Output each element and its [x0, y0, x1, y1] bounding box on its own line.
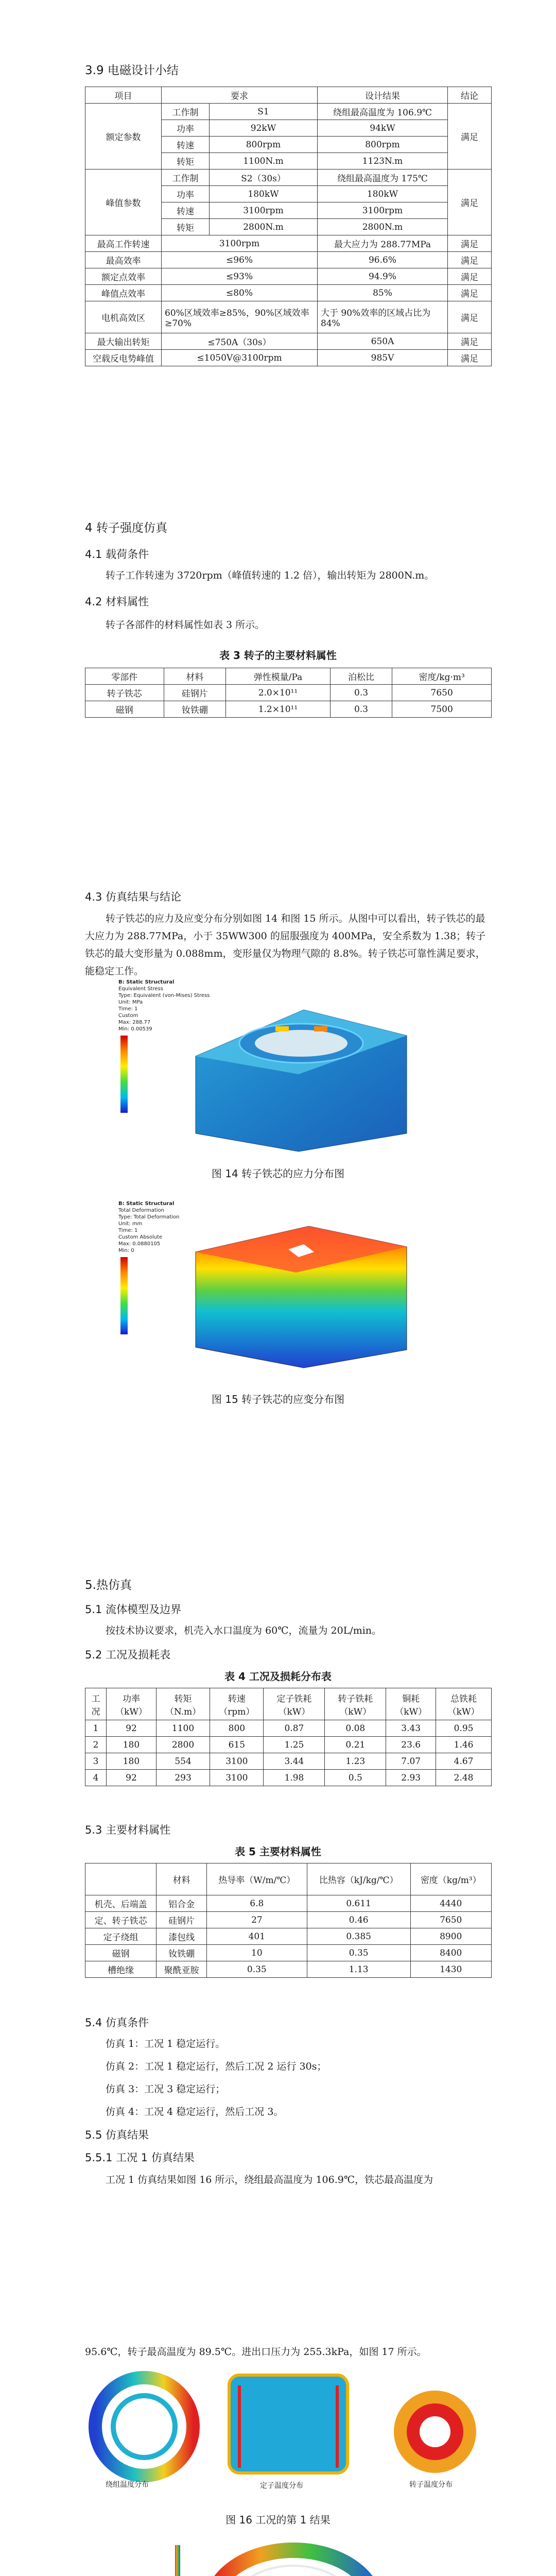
table-cell: 800rpm — [210, 137, 318, 153]
subsection-heading: 5.2 工况及损耗表 — [85, 1649, 171, 1661]
table-cell: 转速 — [162, 137, 210, 153]
thermal-material-table — [85, 1863, 492, 1978]
table-cell: 96.6% — [318, 252, 448, 268]
legend-line: Type: Total Deformation — [118, 1214, 180, 1220]
table-title: 表 4 工况及损耗分布表 — [224, 1670, 332, 1683]
table-cell: 27 — [206, 1912, 307, 1928]
table-cell: 满足 — [448, 104, 492, 170]
header-cell: 转矩（N.m） — [156, 1688, 210, 1720]
table-cell: 92kW — [210, 120, 318, 137]
header-cell: 泊松比 — [330, 668, 392, 685]
table-cell: 8400 — [410, 1945, 492, 1961]
color-scale-bar — [120, 1257, 128, 1334]
table-cell: 1.46 — [436, 1737, 492, 1753]
header-cell: 材料 — [157, 1863, 206, 1895]
winding-label: 绕组温度分布 — [106, 2481, 149, 2489]
rotor-material-table — [85, 668, 492, 718]
stress-hotspot — [314, 1026, 327, 1031]
table-cell: 最高效率 — [85, 252, 162, 268]
table-cell: 最高工作转速 — [85, 235, 162, 252]
table-cell: 0.35 — [307, 1945, 410, 1961]
table-cell: 2800 — [156, 1737, 210, 1753]
legend-line: Unit: MPa — [118, 999, 143, 1005]
table-cell: 最大应力为 288.77MPa — [318, 235, 448, 252]
table-cell: 硅钢片 — [164, 685, 226, 701]
rotor-label: 转子温度分布 — [409, 2481, 453, 2489]
legend-line: Min: 0.00539 — [118, 1026, 152, 1032]
table-cell: 磁钢 — [85, 1945, 157, 1961]
table-cell: 7650 — [392, 685, 492, 701]
header-cell: 转子铁耗（kW） — [325, 1688, 386, 1720]
header-cell: 材料 — [164, 668, 226, 685]
table-cell: 1430 — [410, 1961, 492, 1978]
legend-line: Max: 0.0880105 — [118, 1241, 161, 1247]
table-cell: 1 — [85, 1720, 107, 1737]
subsection-heading: 5.5.1 工况 1 仿真结果 — [85, 2151, 195, 2164]
legend-line: Type: Equivalent (von-Mises) Stress — [118, 993, 210, 998]
table-cell: 180kW — [318, 186, 448, 202]
table-cell: 1.25 — [264, 1737, 325, 1753]
paragraph: 按技术协议要求，机壳入水口温度为 60℃，流量为 20L/min。 — [106, 1625, 382, 1636]
table-cell: 槽绝缘 — [85, 1961, 157, 1978]
table-cell: 峰值点效率 — [85, 285, 162, 301]
table-cell: 180kW — [210, 186, 318, 202]
legend-line: Time: 1 — [118, 1228, 138, 1233]
row-label: 额定参数 — [85, 104, 162, 170]
table-cell: 漆包线 — [157, 1928, 206, 1945]
table-cell: 94kW — [318, 120, 448, 137]
table-cell: 绕组最高温度为 106.9℃ — [318, 104, 448, 120]
header-cell: 结论 — [448, 87, 492, 104]
deformation-plot — [118, 1200, 438, 1370]
table-cell: 大于 90%效率的区域占比为 84% — [318, 301, 448, 333]
table-cell: 0.3 — [330, 701, 392, 718]
table-cell: 0.46 — [307, 1912, 410, 1928]
table-cell: 3100rpm — [318, 202, 448, 219]
table-cell: 7650 — [410, 1912, 492, 1928]
table-cell: 满足 — [448, 333, 492, 350]
header-cell: 项目 — [85, 87, 162, 104]
stress-hotspot — [275, 1026, 289, 1031]
row-label: 峰值参数 — [85, 170, 162, 235]
table-cell: 1123N.m — [318, 153, 448, 170]
table-cell: 磁钢 — [85, 701, 164, 718]
table-cell: 10 — [206, 1945, 307, 1961]
subsection-heading: 4.3 仿真结果与结论 — [85, 891, 182, 903]
housing-inner — [232, 2566, 355, 2576]
table-cell: 0.385 — [307, 1928, 410, 1945]
header-cell: 要求 — [162, 87, 318, 104]
header-cell: 转速（rpm） — [210, 1688, 264, 1720]
subsection-heading: 5.3 主要材料属性 — [85, 1824, 171, 1836]
figure-caption: 图 16 工况的第 1 结果 — [225, 2514, 331, 2526]
table-cell: 23.6 — [386, 1737, 436, 1753]
table-cell: 7500 — [392, 701, 492, 718]
paragraph: 工况 1 仿真结果如图 16 所示，绕组最高温度为 106.9℃，铁芯最高温度为 — [106, 2174, 433, 2185]
table-cell: 聚酰亚胺 — [157, 1961, 206, 1978]
table-cell: 满足 — [448, 268, 492, 285]
table-cell: 3 — [85, 1753, 107, 1770]
header-cell: 热导率（W/m/℃） — [206, 1863, 307, 1895]
table-cell: 0.35 — [206, 1961, 307, 1978]
table-cell: 2 — [85, 1737, 107, 1753]
table-title: 表 3 转子的主要材料属性 — [219, 649, 337, 662]
stress-plot — [118, 979, 438, 1154]
table-cell: 1100N.m — [210, 153, 318, 170]
table-cell: 4440 — [410, 1895, 492, 1912]
table-cell: 定子绕组 — [85, 1928, 157, 1945]
table-cell: 工作制 — [162, 104, 210, 120]
stator-temperature-plot — [229, 2375, 348, 2473]
table-cell: 转矩 — [162, 219, 210, 235]
table-cell: 401 — [206, 1928, 307, 1945]
table-cell: 额定点效率 — [85, 268, 162, 285]
table-cell: 0.21 — [325, 1737, 386, 1753]
section-heading: 5.热仿真 — [85, 1579, 132, 1592]
legend-line: Custom Absolute — [118, 1234, 163, 1240]
design-summary-table — [85, 87, 492, 366]
table-cell: 功率 — [162, 120, 210, 137]
table-cell: 0.5 — [325, 1770, 386, 1786]
section-heading: 4 转子强度仿真 — [85, 521, 167, 535]
condition-item: 仿真 4：工况 4 稳定运行，然后工况 3。 — [106, 2106, 284, 2117]
table-cell: 180 — [107, 1753, 157, 1770]
table-cell: 3100rpm — [162, 235, 318, 252]
table-cell: 554 — [156, 1753, 210, 1770]
figure-caption: 图 15 转子铁芯的应变分布图 — [211, 1393, 345, 1405]
table-cell: 3.43 — [386, 1720, 436, 1737]
table-cell: 定、转子铁芯 — [85, 1912, 157, 1928]
table-cell: 钕铁硼 — [164, 701, 226, 718]
table-cell: 0.611 — [307, 1895, 410, 1912]
header-cell: 功率（kW） — [107, 1688, 157, 1720]
table-cell: 铝合金 — [157, 1895, 206, 1912]
color-scale-bar — [120, 1036, 128, 1113]
condition1-temperature-figure — [85, 2370, 492, 2509]
legend-line: Min: 0 — [118, 1248, 134, 1253]
table-cell: ≤80% — [162, 285, 318, 301]
table-cell: 机壳、后端盖 — [85, 1895, 157, 1912]
table-cell: 0.95 — [436, 1720, 492, 1737]
header-cell: 弹性模量/Pa — [226, 668, 331, 685]
table-cell: 3100 — [210, 1770, 264, 1786]
table-cell: 满足 — [448, 252, 492, 268]
table-title: 表 5 主要材料属性 — [235, 1845, 321, 1858]
table-cell: 1.23 — [325, 1753, 386, 1770]
table-cell: 650A — [318, 333, 448, 350]
subsection-heading: 5.4 仿真条件 — [85, 2016, 149, 2029]
header-cell: 总铁耗（kW） — [436, 1688, 492, 1720]
table-cell: 1.2×10¹¹ — [226, 701, 331, 718]
paragraph: 95.6℃，转子最高温度为 89.5℃。进出口压力为 255.3kPa，如图 17 所示。 — [85, 2346, 427, 2358]
header-cell: 密度/kg·m³ — [392, 668, 492, 685]
table-cell: 85% — [318, 285, 448, 301]
legend-line: B: Static Structural — [118, 979, 175, 985]
rotor-temperature-plot — [394, 2391, 476, 2473]
condition-item: 仿真 2：工况 1 稳定运行，然后工况 2 运行 30s； — [106, 2061, 327, 2072]
loss-table — [85, 1688, 492, 1786]
table-cell: 功率 — [162, 186, 210, 202]
table-cell: 800 — [210, 1720, 264, 1737]
table-cell: 3100rpm — [210, 202, 318, 219]
table-cell: 电机高效区 — [85, 301, 162, 333]
table-cell: 绕组最高温度为 175℃ — [318, 170, 448, 186]
table-cell: 2.48 — [436, 1770, 492, 1786]
water-channel — [211, 2550, 376, 2576]
table-cell: 工作制 — [162, 170, 210, 186]
legend-line: Time: 1 — [118, 1006, 138, 1012]
paragraph: 转子铁芯的应力及应变分布分别如图 14 和图 15 所示。从图中可以看出，转子铁芯的最大应力为 288.77MPa，小于 35WW300 的屈服强度为 400MPa，安全系数为 1.38；转子铁芯的最大变形量为 0.088mm，变形量仅为物理气隙的 8.8%。转子铁芯可靠性满足要求，能稳定工作。 — [85, 913, 486, 977]
table-cell: 转速 — [162, 202, 210, 219]
table-cell: S2（30s） — [210, 170, 318, 186]
table-cell: 3100 — [210, 1753, 264, 1770]
subsection-heading: 4.2 材料属性 — [85, 596, 149, 608]
stress-distribution-figure — [118, 979, 438, 1154]
table-cell: 硅钢片 — [157, 1912, 206, 1928]
header-cell: 零部件 — [85, 668, 164, 685]
section-heading: 3.9 电磁设计小结 — [85, 64, 179, 77]
legend-line: Total Deformation — [118, 1208, 164, 1213]
table-cell: S1 — [210, 104, 318, 120]
subsection-heading: 4.1 载荷条件 — [85, 548, 149, 561]
housing-pressure-figure — [170, 2535, 386, 2576]
table-cell: 2.0×10¹¹ — [226, 685, 331, 701]
table-cell: 3.44 — [264, 1753, 325, 1770]
condition-item: 仿真 3：工况 3 稳定运行； — [106, 2083, 225, 2095]
header-cell — [85, 1863, 157, 1895]
table-cell: 0.3 — [330, 685, 392, 701]
table-cell: 4.67 — [436, 1753, 492, 1770]
table-cell: 92 — [107, 1720, 157, 1737]
table-cell: 4 — [85, 1770, 107, 1786]
rotor-hole — [255, 1030, 348, 1057]
table-cell: 最大输出转矩 — [85, 333, 162, 350]
condition-item: 仿真 1：工况 1 稳定运行。 — [106, 2038, 225, 2049]
table-cell: 2800N.m — [318, 219, 448, 235]
deformation-distribution-figure — [118, 1200, 438, 1370]
subsection-heading: 5.5 仿真结果 — [85, 2129, 149, 2141]
legend-line: Unit: mm — [118, 1221, 143, 1227]
table-cell: 800rpm — [318, 137, 448, 153]
table-cell: ≤93% — [162, 268, 318, 285]
paragraph: 转子各部件的材料属性如表 3 所示。 — [106, 619, 265, 631]
legend-line: B: Static Structural — [118, 1201, 175, 1207]
table-cell: 满足 — [448, 235, 492, 252]
table-cell: 转子铁芯 — [85, 685, 164, 701]
table-cell: ≤1050V@3100rpm — [162, 350, 318, 366]
table-cell: 2.93 — [386, 1770, 436, 1786]
table-cell: 2800N.m — [210, 219, 318, 235]
header-cell: 工况 — [85, 1688, 107, 1720]
table-cell: 94.9% — [318, 268, 448, 285]
color-scale-bar — [175, 2545, 180, 2576]
header-cell: 铜耗（kW） — [386, 1688, 436, 1720]
table-cell: 满足 — [448, 301, 492, 333]
table-cell: 8900 — [410, 1928, 492, 1945]
table-cell: ≤96% — [162, 252, 318, 268]
table-cell: 6.8 — [206, 1895, 307, 1912]
table-cell: 60%区域效率≥85%，90%区域效率≥70% — [162, 301, 318, 333]
table-cell: 293 — [156, 1770, 210, 1786]
table-cell: 985V — [318, 350, 448, 366]
figure-caption: 图 14 转子铁芯的应力分布图 — [211, 1167, 345, 1180]
legend-line: Custom — [118, 1013, 138, 1019]
header-cell: 定子铁耗（kW） — [264, 1688, 325, 1720]
table-cell: 满足 — [448, 350, 492, 366]
winding-temperature-plot — [95, 2378, 193, 2476]
table-cell: 空载反电势峰值 — [85, 350, 162, 366]
legend-line: Equivalent Stress — [118, 986, 163, 992]
legend-line: Max: 288.77 — [118, 1020, 151, 1025]
table-cell: 0.08 — [325, 1720, 386, 1737]
stator-label: 定子温度分布 — [260, 2482, 303, 2490]
paragraph: 转子工作转速为 3720rpm（峰值转速的 1.2 倍），输出转矩为 2800N.m。 — [106, 570, 435, 581]
table-cell: 180 — [107, 1737, 157, 1753]
subsection-heading: 5.1 流体模型及边界 — [85, 1603, 182, 1616]
table-cell: 满足 — [448, 285, 492, 301]
table-cell: ≤750A（30s） — [162, 333, 318, 350]
table-cell: 1.98 — [264, 1770, 325, 1786]
header-cell: 比热容（kJ/kg/℃） — [307, 1863, 410, 1895]
pressure-plot — [170, 2535, 386, 2576]
table-cell: 满足 — [448, 170, 492, 235]
table-cell: 1.13 — [307, 1961, 410, 1978]
table-cell: 7.07 — [386, 1753, 436, 1770]
header-cell: 密度（kg/m³） — [410, 1863, 492, 1895]
table-cell: 0.87 — [264, 1720, 325, 1737]
table-cell: 92 — [107, 1770, 157, 1786]
table-cell: 转矩 — [162, 153, 210, 170]
table-cell: 钕铁硼 — [157, 1945, 206, 1961]
table-cell: 1100 — [156, 1720, 210, 1737]
table-cell: 615 — [210, 1737, 264, 1753]
header-cell: 设计结果 — [318, 87, 448, 104]
